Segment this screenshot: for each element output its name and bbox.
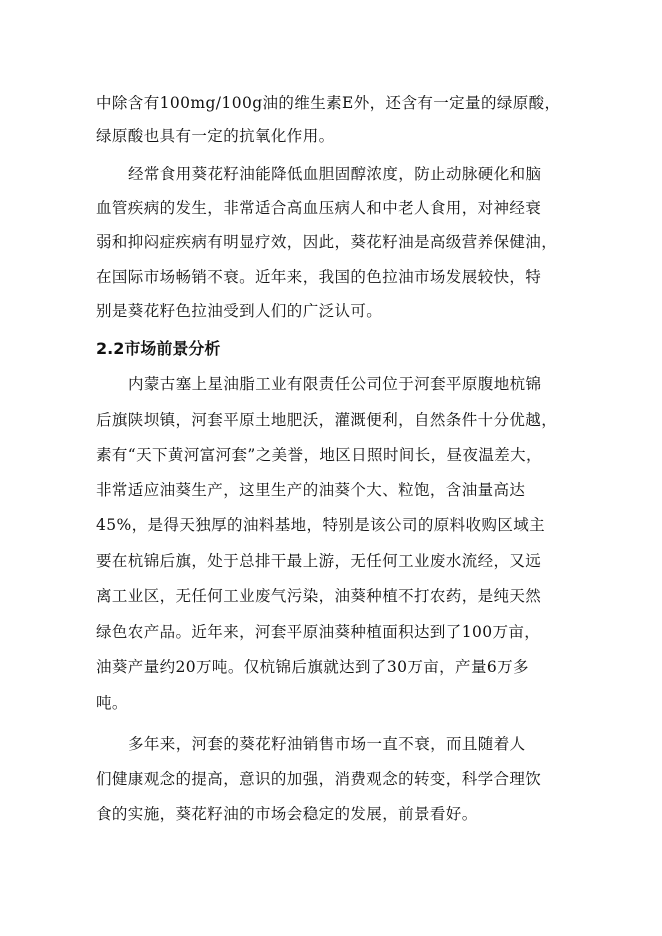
section-heading: 2.2市场前景分析 — [96, 339, 221, 358]
paragraph-3-line-1: 内蒙古塞上星油脂工业有限责任公司位于河套平原腹地杭锦 — [128, 375, 542, 393]
paragraph-3-line-4: 非常适应油葵生产，这里生产的油葵个大、粒饱，含油量高达 — [96, 481, 526, 499]
paragraph-1-line-1: 中除含有100mg/100g油的维生素E外，还含有一定量的绿原酸， — [96, 94, 561, 112]
paragraph-3-line-8: 绿色农产品。近年来，河套平原油葵种植面积达到了100万亩， — [96, 623, 541, 641]
paragraph-4-line-1: 多年来，河套的葵花籽油销售市场一直不衰，而且随着人 — [128, 735, 526, 753]
paragraph-2-line-1: 经常食用葵花籽油能降低血胆固醇浓度，防止动脉硬化和脑 — [128, 165, 542, 183]
paragraph-3-line-9: 油葵产量约20万吨。仅杭锦后旗就达到了30万亩，产量6万多 — [96, 658, 529, 676]
paragraph-3-line-2: 后旗陕坝镇，河套平原土地肥沃，灌溉便利，自然条件十分优越， — [96, 411, 558, 429]
paragraph-3-line-5: 45%，是得天独厚的油料基地，特别是该公司的原料收购区域主 — [96, 516, 546, 534]
paragraph-2-line-5: 别是葵花籽色拉油受到人们的广泛认可。 — [96, 302, 383, 320]
paragraph-2-line-4: 在国际市场畅销不衰。近年来，我国的色拉油市场发展较快，特 — [96, 268, 542, 286]
paragraph-1-line-2: 绿原酸也具有一定的抗氧化作用。 — [96, 127, 335, 145]
paragraph-2-line-3: 弱和抑闷症疾病有明显疗效，因此，葵花籽油是高级营养保健油， — [96, 233, 558, 251]
paragraph-4-line-3: 食的实施，葵花籽油的市场会稳定的发展，前景看好。 — [96, 805, 478, 823]
paragraph-3-line-6: 要在杭锦后旗，处于总排干最上游，无任何工业废水流经，又远 — [96, 552, 542, 570]
paragraph-3-line-10: 吨。 — [96, 694, 128, 712]
paragraph-3-line-7: 离工业区，无任何工业废气污染，油葵种植不打农药，是纯天然 — [96, 587, 542, 605]
paragraph-3-line-3: 素有“天下黄河富河套”之美誉，地区日照时间长，昼夜温差大， — [96, 446, 542, 464]
paragraph-4-line-2: 们健康观念的提高，意识的加强，消费观念的转变，科学合理饮 — [96, 770, 542, 788]
paragraph-2-line-2: 血管疾病的发生，非常适合高血压病人和中老人食用，对神经衰 — [96, 199, 542, 217]
